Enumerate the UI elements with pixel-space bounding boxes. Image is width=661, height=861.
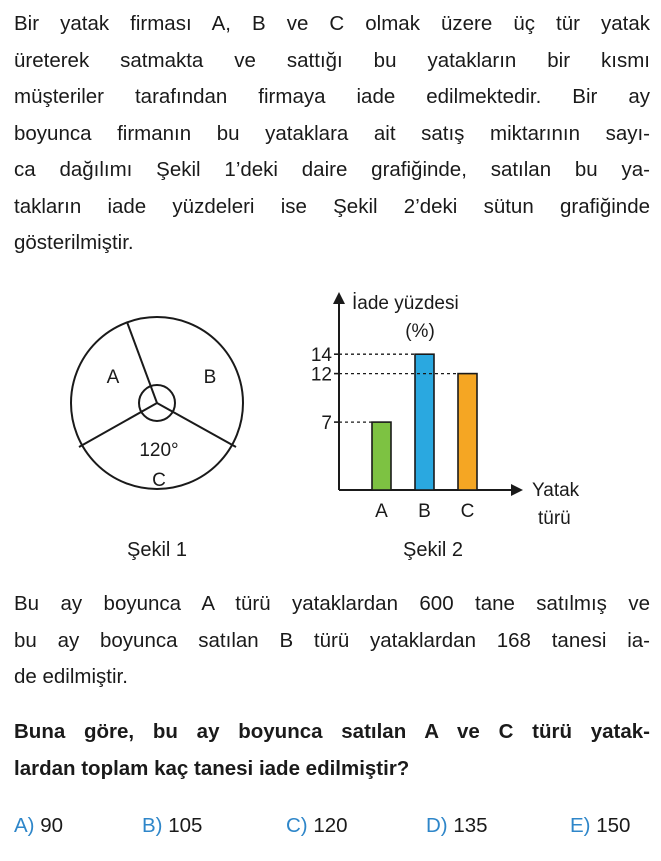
- sector-label-b: B: [203, 367, 217, 388]
- x-tick-label: A: [375, 501, 388, 522]
- text-line: boyunca firmanın bu yataklara ait satış miktarının sayı-: [14, 121, 650, 145]
- choice-value: 120: [313, 814, 348, 837]
- figure1-caption: Şekil 1: [126, 539, 188, 561]
- choice-letter: E): [570, 814, 591, 837]
- y-tick-label: 7: [321, 413, 332, 435]
- text-line: lardan toplam kaç tanesi iade edilmiştir?: [14, 756, 410, 780]
- sector-label-a: A: [106, 367, 120, 388]
- choice-value: 90: [40, 814, 64, 837]
- info-paragraph: [14, 586, 650, 696]
- intro-paragraph: [14, 6, 650, 262]
- text-line: üreterek satmakta ve sattığı bu yatakların bir kısmı: [14, 48, 650, 72]
- text-line: Bu ay boyunca A türü yataklardan 600 tane satılmış ve: [14, 592, 650, 615]
- sector-label-c: C: [152, 470, 166, 491]
- y-axis-label: İade yüzdesi: [352, 293, 459, 314]
- choice-letter: C): [286, 814, 308, 837]
- question-paragraph: [14, 714, 650, 787]
- y-tick-label: 12: [310, 364, 332, 386]
- choice-e[interactable]: [570, 814, 630, 838]
- x-tick-label: B: [418, 501, 431, 522]
- x-axis-unit: türü: [538, 508, 571, 529]
- y-axis-unit: (%): [405, 321, 435, 342]
- choice-d[interactable]: [426, 814, 488, 838]
- choice-a[interactable]: [14, 814, 63, 838]
- bar-c: [458, 374, 477, 490]
- choice-letter: D): [426, 814, 448, 837]
- text-line: bu ay boyunca satılan B türü yataklardan 168 tanesi ia-: [14, 628, 650, 652]
- bar-b: [415, 354, 434, 490]
- choice-letter: A): [14, 814, 35, 837]
- sector-angle-label: 120°: [139, 440, 179, 461]
- text-line: gösterilmiştir.: [14, 231, 134, 254]
- bar-a: [372, 422, 391, 490]
- choice-letter: B): [142, 814, 163, 837]
- text-line: takların iade yüzdeleri ise Şekil 2’deki sütun grafiğinde: [14, 194, 650, 218]
- x-axis-label: Yatak: [532, 480, 580, 501]
- text-line: de edilmiştir.: [14, 665, 128, 688]
- text-line: ca dağılımı Şekil 1’deki daire grafiğinde, satılan bu ya-: [14, 158, 650, 181]
- text-line: Bir yatak firması A, B ve C olmak üzere üç tür yatak: [14, 12, 650, 35]
- pie-divider-ab: [127, 322, 157, 403]
- y-axis-arrow-icon: [333, 292, 345, 304]
- choice-b[interactable]: [142, 814, 202, 838]
- y-tick-label: 14: [310, 345, 332, 367]
- text-line: müşteriler tarafından firmaya iade edilmektedir. Bir ay: [14, 85, 650, 108]
- choice-value: 105: [168, 814, 203, 837]
- bar-chart: [311, 292, 580, 529]
- choice-c[interactable]: [286, 814, 348, 838]
- x-tick-label: C: [460, 501, 475, 522]
- figures: [0, 280, 661, 580]
- pie-chart: [71, 317, 243, 561]
- choice-value: 135: [453, 814, 488, 837]
- figure2-caption: Şekil 2: [402, 539, 464, 561]
- x-axis-arrow-icon: [511, 484, 523, 496]
- text-line: Buna göre, bu ay boyunca satılan A ve C türü yatak-: [14, 720, 650, 743]
- choice-value: 150: [596, 814, 631, 837]
